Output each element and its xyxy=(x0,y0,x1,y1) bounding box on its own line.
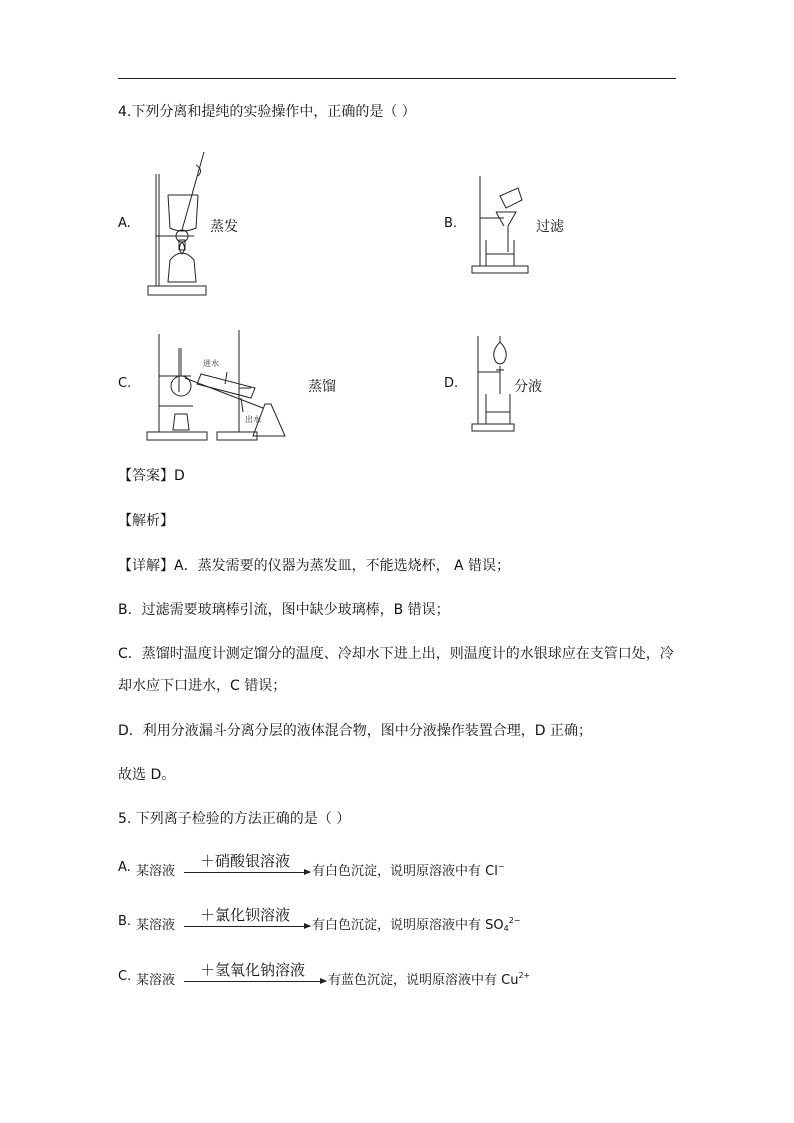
detail-line-3: C．蒸馏时温度计测定馏分的温度、冷却水下进上出，则温度计的水银球应在支管口处，冷 xyxy=(118,646,674,662)
option-d-caption: 分液 xyxy=(514,379,542,395)
q5-option-c-reagent: ＋氢氧化钠溶液 xyxy=(200,961,306,979)
option-d-label: D. xyxy=(444,376,459,391)
water-in-label: 进水 xyxy=(203,359,219,368)
q5-option-b-arrow xyxy=(184,926,310,927)
q5-option-a-label: A. xyxy=(118,860,131,875)
option-b-caption: 过滤 xyxy=(536,219,564,235)
separatory-funnel-apparatus-figure xyxy=(470,334,518,434)
filtration-apparatus-figure xyxy=(470,174,532,276)
q5-option-a-arrow xyxy=(184,872,310,873)
q5-option-a-result: 有白色沉淀，说明原溶液中有 Cl− xyxy=(312,862,505,879)
option-c-label: C. xyxy=(118,376,132,391)
q5-option-c-result: 有蓝色沉淀，说明原溶液中有 $Cu^{2+}$ xyxy=(328,971,531,988)
distillation-apparatus-figure xyxy=(145,328,333,442)
answer-line: 【答案】D xyxy=(118,468,185,484)
option-a-caption: 蒸发 xyxy=(210,219,238,235)
water-out-label: 出水 xyxy=(245,415,261,424)
q5-option-a-prefix: 某溶液 xyxy=(136,864,176,879)
analysis-title: 【解析】 xyxy=(118,513,174,529)
q5-option-b-reagent: ＋氯化钡溶液 xyxy=(200,906,291,924)
q5-option-c-arrow xyxy=(184,981,326,982)
q5-option-b-result: 有白色沉淀，说明原溶液中有 $SO_4^{2-}$ xyxy=(312,916,521,933)
detail-line-2: B．过滤需要玻璃棒引流，图中缺少玻璃棒，B 错误； xyxy=(118,602,450,618)
detail-line-1: 【详解】A．蒸发需要的仪器为蒸发皿，不能选烧杯， A 错误； xyxy=(118,558,511,574)
detail-line-6: 故选 D。 xyxy=(118,767,176,783)
header-rule xyxy=(118,78,676,79)
option-b-label: B. xyxy=(444,216,458,231)
q5-option-b-prefix: 某溶液 xyxy=(136,918,176,933)
q5-option-c-label: C. xyxy=(118,969,132,984)
question-4-stem: 4.下列分离和提纯的实验操作中，正确的是（ ） xyxy=(118,104,416,120)
question-5-stem: 5. 下列离子检验的方法正确的是（ ） xyxy=(118,811,351,827)
option-c-caption: 蒸馏 xyxy=(308,379,336,395)
q5-option-c-prefix: 某溶液 xyxy=(136,973,176,988)
evaporation-apparatus-figure xyxy=(146,150,208,298)
q5-option-b-label: B. xyxy=(118,914,132,929)
q5-option-a-reagent: ＋硝酸银溶液 xyxy=(200,852,291,870)
detail-line-5: D．利用分液漏斗分离分层的液体混合物，图中分液操作装置合理，D 正确； xyxy=(118,723,593,739)
option-a-label: A. xyxy=(118,216,131,231)
detail-line-4: 却水应下口进水，C 错误； xyxy=(118,678,287,694)
